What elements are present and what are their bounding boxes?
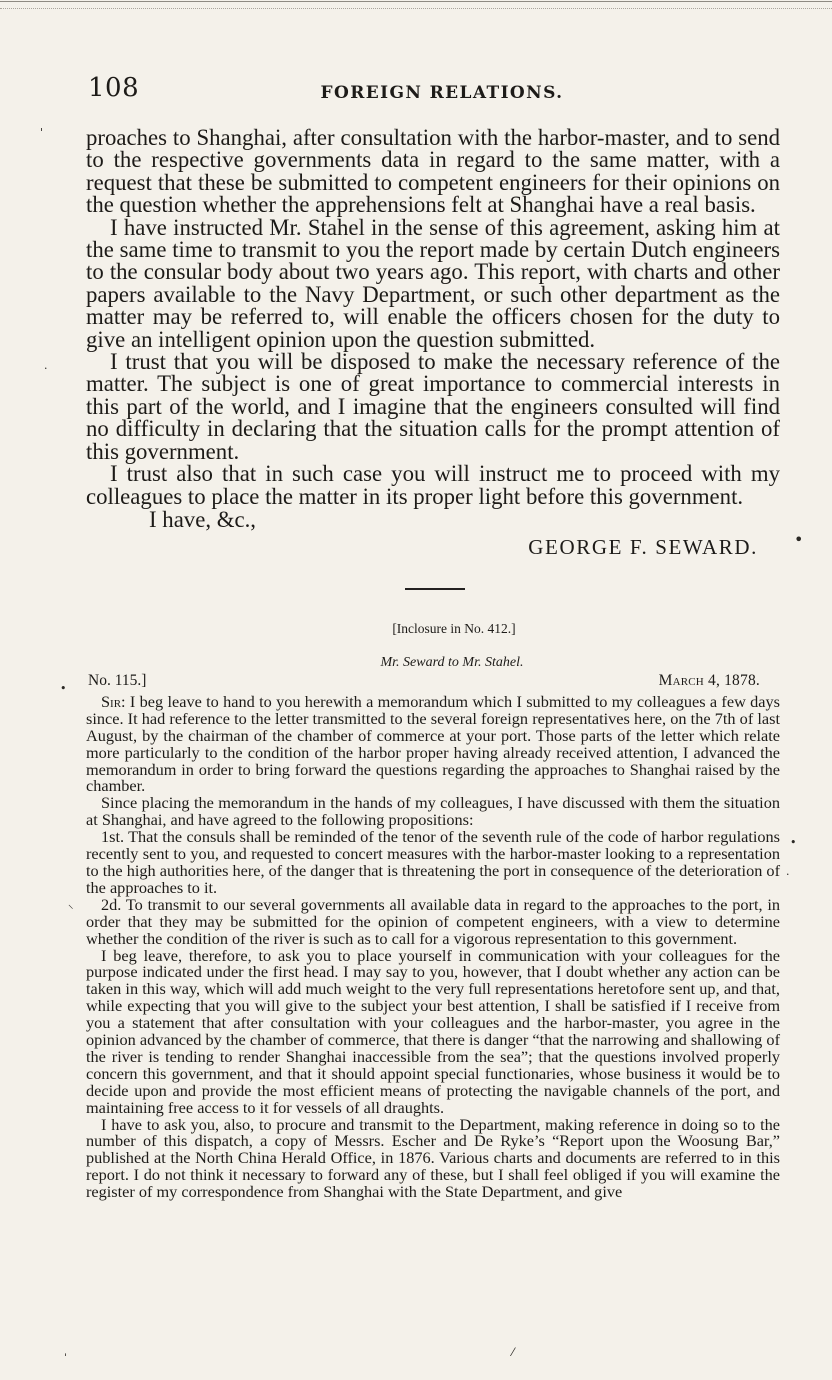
letter-signature: GEORGE F. SEWARD.	[528, 534, 758, 559]
salutation: Sir:	[101, 691, 126, 711]
page-header-title: FOREIGN RELATIONS.	[320, 83, 564, 103]
margin-speck: ·	[786, 868, 790, 881]
dispatch-number: No. 115.]	[88, 671, 147, 689]
inclosure-title: Mr. Seward to Mr. Stahel.	[380, 654, 524, 670]
margin-speck: •	[60, 682, 67, 695]
inclosure-paragraph: I have to ask you, also, to procure and transmit to the Department, making reference in doing so to the number of this dispatch, a copy of Messrs. Escher and De Ryke’s “Report upon the Woosung Bar,” published at the North China Herald Office, in 1876. Various charts and documents are referred to in this report. I do not think it necessary to forward any of these, but I shall feel obliged if you will examine the register of my correspondence from Shanghai with the State Department, and give	[86, 1114, 780, 1202]
page-number: 108	[88, 73, 140, 103]
running-head	[86, 66, 780, 106]
inclosure-dateline	[86, 672, 780, 692]
letter-closing: I have, &c.,	[149, 506, 256, 532]
inclosure-paragraph-text: I beg leave to hand to you herewith a memorandum which I submitted to my colleagues a few days since. It had reference to the letter transmitted to the several foreign representatives here, on the 7th of last August, by the chairman of the chamber of commerce at your port. Those parts of the letter which relate more particularly to the condition of the harbor proper having already received attention, I advanced the memorandum in order to bring forward the questions regarding the approaches to Shanghai raised by the chamber.	[86, 691, 781, 796]
inclosure-paragraph: I beg leave, therefore, to ask you to place yourself in communication with your colleagues for the purpose indicated under the first head. I may say to you, however, that I doubt whether any action can be taken in this way, which will add much weight to the very full representations heretofore sent up, and that, while expecting that you will give to the subject your best attention, I shall be satisfied if I receive from you a statement that after consultation with your colleagues and the harbor-master, you agree in the opinion advanced by the chamber of commerce, that there is danger “that the narrowing and shallowing of the river is tending to render Shanghai inaccessible from the sea”; that the questions involved properly concern this government, and that it should appoint special functionaries, whose business it would be to decide upon and provide the most efficient means of protecting the navigable channels of the port, and maintaining free access to it for vessels of all draughts.	[86, 945, 780, 1117]
inclosure-paragraph: 2d. To transmit to our several governments all available data in regard to the approaches to the port, in order that they may be submitted for the opinion of competent engineers, with a view to determine whether the condition of the river is such as to call for a vigorous representation to this government.	[86, 894, 780, 948]
letter-paragraph: I trust that you will be disposed to make the necessary reference of the matter. The subject is one of great importance to commercial interests in this part of the world, and I imagine that the engineers consulted will find no difficulty in declaring that the situation calls for the prompt attention of this government.	[86, 349, 780, 464]
top-border-rule	[0, 1, 832, 9]
section-divider	[405, 588, 465, 590]
inclosure-paragraph: Since placing the memorandum in the hands of my colleagues, I have discussed with them the situation at Shanghai, and have agreed to the following propositions:	[86, 793, 780, 830]
letter-paragraph: proaches to Shanghai, after consultation with the harbor-master, and to send to the respective governments data in regard to the same matter, with a request that these be submitted to competent engineers for their opinions on the question whether the apprehensions felt at Shanghai have a real basis.	[86, 125, 780, 218]
document-page	[86, 66, 780, 1201]
margin-speck: ⁄	[512, 1346, 514, 1359]
margin-speck: ·	[44, 362, 48, 375]
dispatch-date: March 4, 1878.	[658, 671, 760, 689]
margin-speck: ˈ	[64, 1352, 68, 1365]
inclosure-paragraph	[86, 691, 781, 796]
inclosure-paragraph: 1st. That the consuls shall be reminded of the tenor of the seventh rule of the code of harbor regulations recently sent to you, and requested to concert measures with the harbor-master looking to a representation to the high authorities here, of the danger that is threatening the port in consequence of the deterioration of the approaches to it.	[86, 827, 780, 897]
letter-body	[86, 127, 780, 508]
margin-speck: ⸜	[68, 898, 74, 911]
margin-speck: •	[794, 530, 804, 549]
inclosure-label: [Inclosure in No. 412.]	[392, 620, 516, 636]
letter-paragraph: I trust also that in such case you will instruct me to proceed with my colleagues to place the matter in its proper light before this government.	[86, 461, 780, 509]
inclosure-body	[86, 691, 781, 1202]
letter-paragraph: I have instructed Mr. Stahel in the sense of this agreement, asking him at the same time to transmit to you the report made by certain Dutch engineers to the consular body about two years ago. This report, with charts and other papers available to the Navy Department, or such other department as the matter may be referred to, will enable the officers chosen for the duty to give an intelligent opinion upon the question submitted.	[86, 214, 780, 352]
margin-speck: •	[790, 836, 797, 849]
margin-speck: '	[40, 126, 44, 139]
